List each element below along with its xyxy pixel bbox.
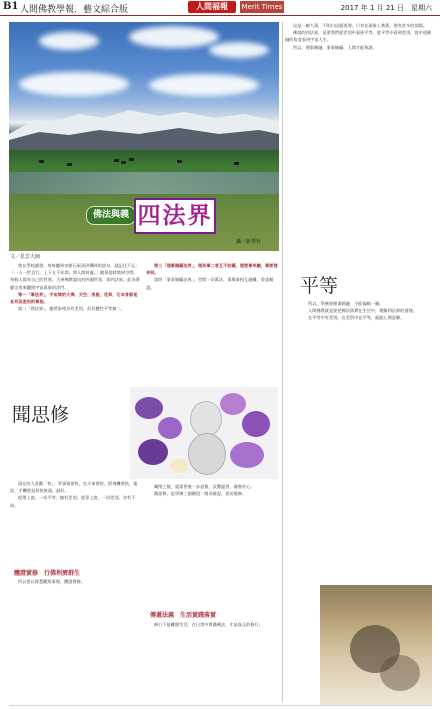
newspaper-logo: 人間福報 (188, 1, 236, 13)
photo-credit: 攝／新華社 (236, 239, 262, 245)
paragraph: 修行不能離開生活，在日常中實踐佛法，才是真正的修行。 (154, 622, 263, 627)
article-title: 四法界 (134, 198, 216, 234)
section-number: B1 (3, 1, 19, 12)
body-column-c2 (10, 578, 138, 703)
lake-reflection (9, 172, 279, 194)
paragraph: 這是一樁大事，不明白這個道理，只有在現象上執著，便有許多的煩惱。 (293, 23, 428, 28)
bottom-photo (320, 585, 432, 705)
paragraph: 第三「理事無礙法界」，理和事二者互不妨礙，理要事來顯，事要理來明。 (146, 263, 278, 276)
body-column-right-mid (300, 300, 432, 580)
paragraph: 人間佛教就是要把佛法落實在生活中，理解四法界的道理。 (308, 308, 417, 314)
right-column-top (285, 22, 435, 247)
heading-wen-si-xiu: 聞思修 (12, 404, 70, 426)
heading-ping-deng: 平等 (300, 275, 339, 297)
orchid-buddha-photo (130, 387, 278, 479)
paragraph: 所以要以智慧觀照事理，體證實修。 (18, 579, 86, 584)
paragraph: 現在的人喜歡「快」，爭事情要快，坐火車要快，搭飛機要快，電話、手機要是很快接通，最好。 (10, 481, 138, 494)
paragraph: 關閉之後，就需要進一步思惟，反覆溫習，融會於心。 (154, 484, 255, 489)
subheading-dharma: 傳遞法義 生活實踐落實 (150, 612, 217, 619)
paragraph: 聞思修，是學佛三個階段：聞而後思，思而後修。 (154, 491, 247, 497)
paragraph: 我在學校讀書，每每聽到宋朝石屋清珙禪師的詩句，就記住不忘：「一人一世也行。上下五千年間，問人間何處。」隨著從時間到空間，每個人都有自己的世界。大乘佛教說出的四個世界，即四法界，此為華嚴宗用來觀照宇宙萬象的法門。 (10, 263, 140, 290)
paragraph: 從理上說，一切平等，無有差別；從事上說，一切差別，各有不同。 (10, 495, 136, 508)
section-title: 人間佛教學報．藝文綜合版 (20, 5, 129, 15)
body-column-a (10, 262, 140, 382)
paragraph: 第二「理法界」，雖然事相各有差別，但其體性平等無二。 (18, 306, 125, 312)
body-column-d (146, 483, 279, 608)
subheading-practice: 體證實修 行佛利濟群生 (14, 570, 81, 577)
paragraph: 第一「事法界」，宇宙間的大海、天空、房屋、花草，它本身都是各有其差別的事相。 (10, 291, 138, 305)
author-line: 文／星雲大師 (10, 254, 41, 260)
merit-times-logo: Merit Times (241, 3, 283, 11)
column-badge: 佛法與義 (86, 206, 136, 225)
page-header (0, 0, 440, 16)
paragraph: 所以，理事圓融，事事無礙，人間才能和諧。 (293, 44, 377, 50)
paragraph: 在平等中有差別，在差別中見平等，就能心開意解。 (308, 315, 405, 321)
body-column-c (10, 480, 138, 565)
paragraph: 第四「事事無礙法界」，世間一切萬法，事與事相互融攝，重重無盡。 (146, 277, 274, 290)
body-column-b (146, 262, 279, 382)
body-column-d2 (146, 621, 279, 703)
paragraph: 所以，學佛要理事圓融，不能偏頗一邊。 (308, 301, 384, 306)
paragraph: 佛說的四法界，是要我們從差別中看到平等，從平等中看到差別，從中道圓融的角度看待宇宙人生。 (285, 30, 432, 43)
issue-date: 2017 年 1 月 21 日 星期六 (340, 4, 432, 12)
